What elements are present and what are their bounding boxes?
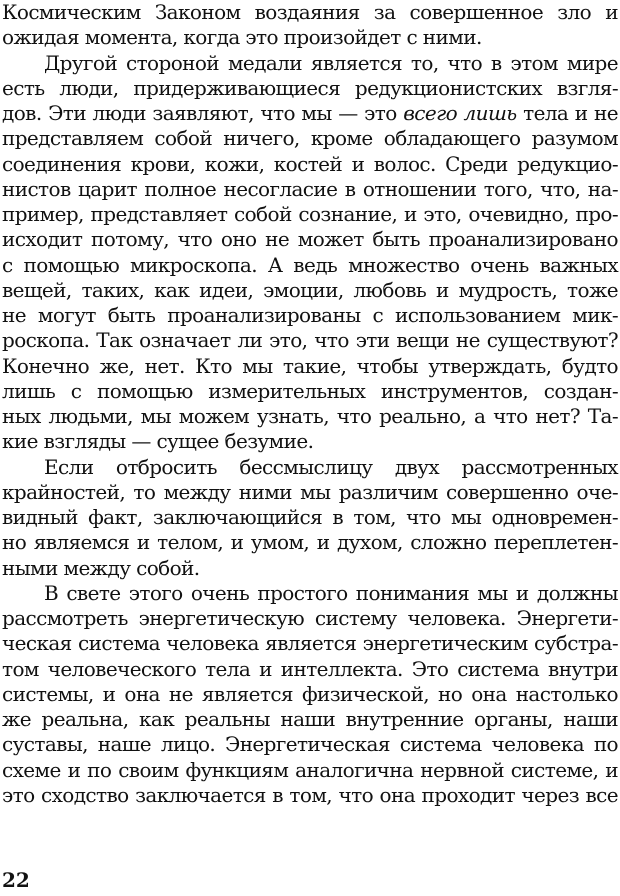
text-fragment: тела и не	[516, 101, 618, 125]
text-line	[2, 101, 618, 126]
text-line: представляем собой ничего, кроме обладающего разумом	[2, 126, 618, 151]
italic-phrase: всего лишь	[403, 101, 517, 125]
body-text	[2, 0, 618, 808]
text-line: ными между собой.	[2, 555, 200, 580]
text-line: видный факт, заключающийся в том, что мы одновремен-	[2, 505, 618, 529]
text-line: системы, и она не является физической, но она настолько	[2, 681, 618, 706]
text-line: лишь с помощью измерительных инструментов, создан-	[2, 378, 618, 403]
text-line: ных людьми, мы можем узнать, что реально, а что нет? Та-	[2, 404, 618, 428]
text-line: вещей, таких, как идеи, эмоции, любовь и мудрость, тоже	[2, 277, 618, 302]
text-line: соединения крови, кожи, костей и волос. Среди редукцио-	[2, 151, 618, 176]
text-line: Конечно же, нет. Кто мы такие, чтобы утверждать, будто	[2, 353, 618, 378]
text-line: суставы, наше лицо. Энергетическая система человека по	[2, 732, 618, 757]
text-line: же реальна, как реальны наши внутренние органы, наши	[2, 707, 618, 731]
text-line: кие взгляды — сущее безумие.	[2, 429, 314, 454]
text-line: это сходство заключается в том, что она проходит через все	[2, 782, 618, 807]
text-line: том человеческого тела и интеллекта. Это система внутри	[2, 656, 618, 681]
text-line: рассмотреть энергетическую систему человека. Энергети-	[2, 606, 618, 630]
page-number: 22	[2, 868, 30, 892]
text-line: схеме и по своим функциям аналогична нервной системе, и	[2, 757, 618, 782]
text-line: но являемся и телом, и умом, и духом, сложно переплетен-	[2, 530, 618, 555]
text-line: исходит потому, что оно не может быть проанализировано	[2, 227, 618, 252]
text-line: пример, представляет собой сознание, и это, очевидно, про-	[2, 202, 618, 226]
text-line: нистов царит полное несогласие в отношении того, что, на-	[2, 176, 618, 201]
text-fragment: дов. Эти люди заявляют, что мы — это	[2, 101, 404, 125]
text-line: ожидая момента, когда это произойдет с ними.	[2, 25, 482, 50]
text-line: есть люди, придерживающиеся редукционистских взгля-	[2, 75, 618, 100]
text-line: Космическим Законом воздаяния за совершенное зло и	[2, 0, 618, 24]
text-line: Если отбросить бессмыслицу двух рассмотренных	[44, 454, 618, 479]
text-line: с помощью микроскопа. А ведь множество очень важных	[2, 252, 618, 277]
text-line: ческая система человека является энергетическим субстра-	[2, 631, 618, 656]
text-line: В свете этого очень простого понимания мы и должны	[44, 580, 618, 605]
text-line: Другой стороной медали является то, что в этом мире	[44, 50, 618, 75]
text-line: не могут быть проанализированы с использованием мик-	[2, 303, 618, 327]
text-line: роскопа. Так означает ли это, что эти вещи не существуют?	[2, 328, 618, 353]
text-line: крайностей, то между ними мы различим совершенно оче-	[2, 479, 618, 504]
